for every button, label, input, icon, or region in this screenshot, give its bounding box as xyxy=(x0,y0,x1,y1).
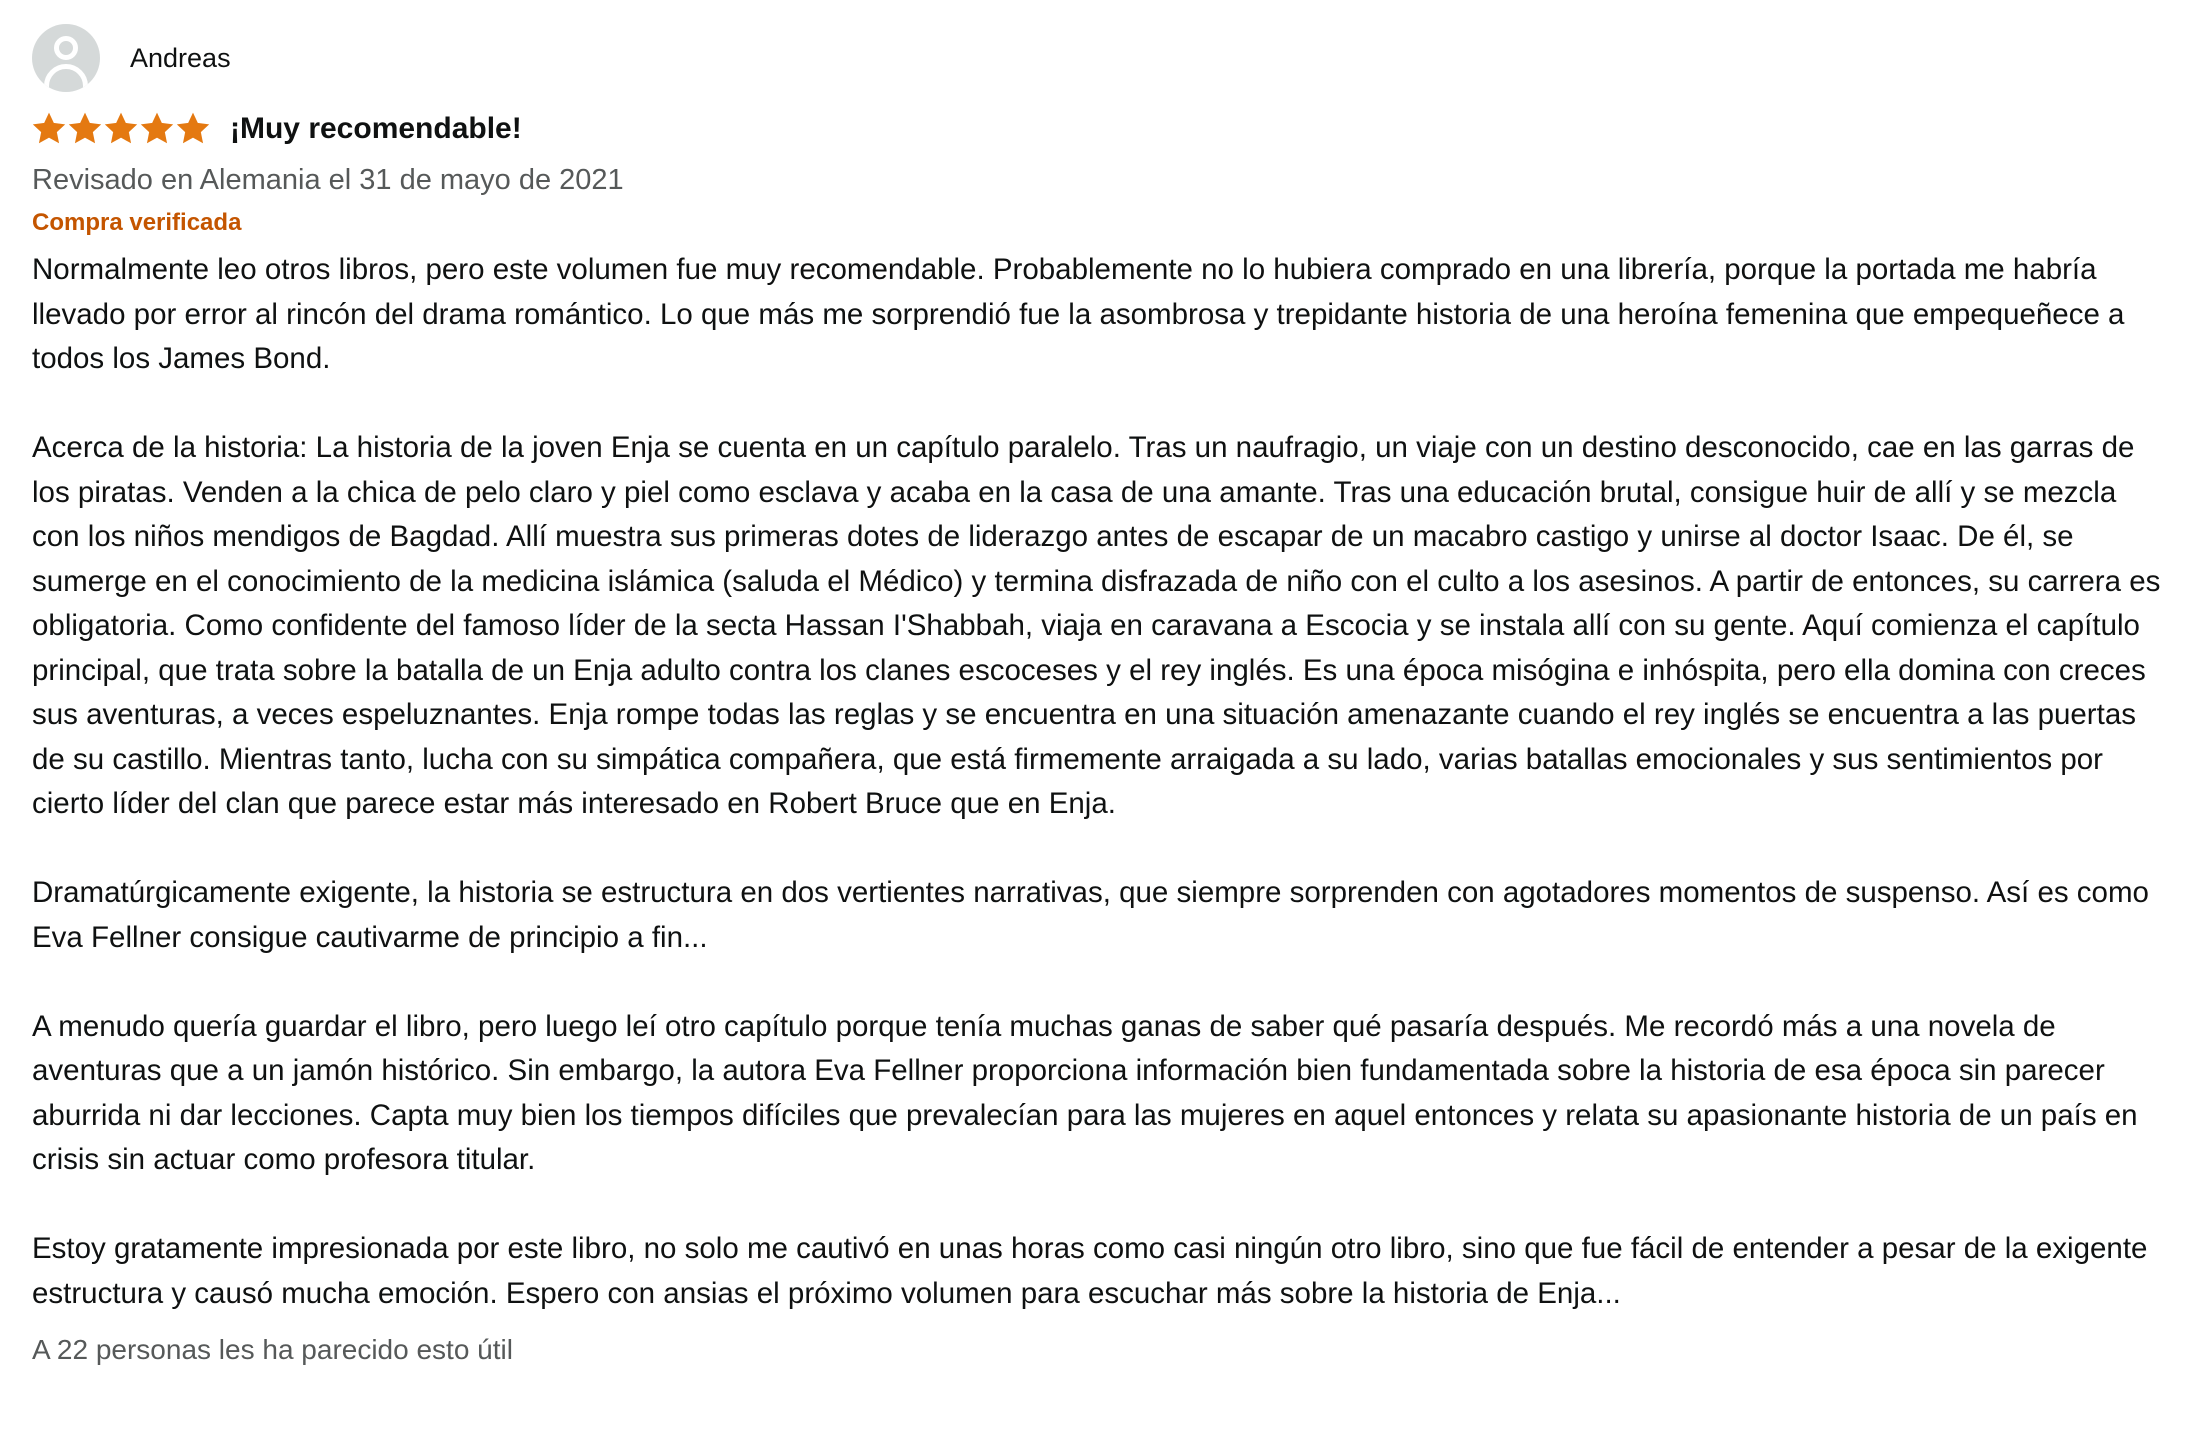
star-icon xyxy=(104,112,138,146)
avatar-icon xyxy=(32,24,100,92)
review-body xyxy=(32,248,2172,1316)
review-paragraph: Estoy gratamente impresionada por este libro, no solo me cautivó en unas horas como casi ningún otro libro, sino que fue fácil de entender a pesar de la exigente estructura y causó mucha emoción. Espero con ansias el próximo volumen para escuchar más sobre la historia de Enja... xyxy=(32,1232,2148,1310)
review-paragraph: Acerca de la historia: La historia de la joven Enja se cuenta en un capítulo paralelo. Tras un naufragio, un viaje con un destino desconocido, cae en las garras de los piratas. Venden a la chica de pelo claro y piel como esclava y acaba en la casa de una amante. Tras una educación brutal, consigue huir de allí y se mezcla con los niños mendigos de Bagdad. Allí muestra sus primeras dotes de liderazgo antes de escapar de un macabro castigo y unirse al doctor Isaac. De él, se sumerge en el conocimiento de la medicina islámica (saluda el Médico) y termina disfrazada de niño con el culto a los asesinos. A partir de entonces, su carrera es obligatoria. Como confidente del famoso líder de la secta Hassan I'Shabbah, viaja en caravana a Escocia y se instala allí con su gente. Aquí comienza el capítulo principal, que trata sobre la batalla de un Enja adulto contra los clanes escoceses y el rey inglés. Es una época misógina e inhóspita, pero ella domina con creces sus aventuras, a veces espeluznantes. Enja rompe todas las reglas y se encuentra en una situación amenazante cuando el rey inglés se encuentra a las puertas de su castillo. Mientras tanto, lucha con su simpática compañera, que está firmemente arraigada a su lado, varias batallas emocionales y sus sentimientos por cierto líder del clan que parece estar más interesado en Robert Bruce que en Enja. xyxy=(32,431,2161,820)
review-date: Revisado en Alemania el 31 de mayo de 2021 xyxy=(32,164,624,196)
star-icon xyxy=(176,112,210,146)
star-rating[interactable] xyxy=(32,112,210,146)
reviewer-profile[interactable] xyxy=(32,24,2172,92)
star-icon xyxy=(140,112,174,146)
review-paragraph: Dramatúrgicamente exigente, la historia se estructura en dos vertientes narrativas, que siempre sorprenden con agotadores momentos de suspenso. Así es como Eva Fellner consigue cautivarme de principio a fin... xyxy=(32,876,2149,954)
review-paragraph: A menudo quería guardar el libro, pero luego leí otro capítulo porque tenía muchas ganas de saber qué pasaría después. Me recordó más a una novela de aventuras que a un jamón histórico. Sin embargo, la autora Eva Fellner proporciona información bien fundamentada sobre la historia de esa época sin parecer aburrida ni dar lecciones. Capta muy bien los tiempos difíciles que prevalecían para las mujeres en aquel entonces y relata su apasionante historia de un país en crisis sin actuar como profesora titular. xyxy=(32,1009,2138,1176)
reviewer-name[interactable]: Andreas xyxy=(130,42,231,73)
review-card xyxy=(32,24,2172,1370)
review-title[interactable]: ¡Muy recomendable! xyxy=(230,112,522,145)
review-title-row xyxy=(32,106,2172,152)
star-icon xyxy=(68,112,102,146)
star-icon xyxy=(32,112,66,146)
helpful-count: A 22 personas les ha parecido esto útil xyxy=(32,1334,513,1365)
review-paragraph: Normalmente leo otros libros, pero este volumen fue muy recomendable. Probablemente no lo hubiera comprado en una librería, porque la portada me habría llevado por error al rincón del drama romántico. Lo que más me sorprendió fue la asombrosa y trepidante historia de una heroína femenina que empequeñece a todos los James Bond. xyxy=(32,253,2125,375)
verified-purchase-badge: Compra verificada xyxy=(32,209,242,236)
